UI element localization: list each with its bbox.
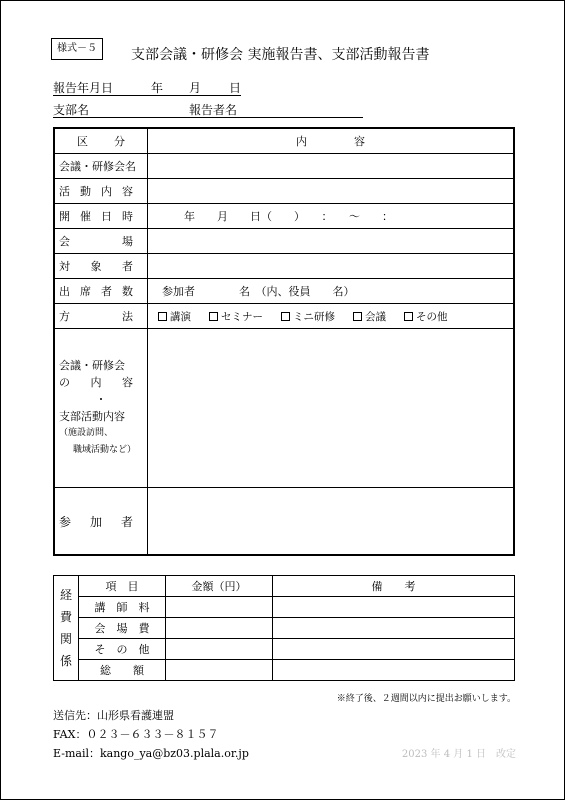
expenses-group-label [54, 576, 79, 681]
detail-field[interactable] [148, 329, 515, 488]
detail-label-note: （施設訪問、 [59, 428, 114, 438]
participants-label-char: 参 [59, 514, 72, 529]
report-month-label: 月 [189, 81, 202, 95]
table-row [54, 304, 514, 329]
datetime-label-char: 開 [59, 210, 70, 223]
method-option-lecture[interactable] [158, 311, 191, 323]
table-header-row [54, 128, 514, 154]
activity-label-char: 動 [80, 185, 91, 198]
method-option-other[interactable] [404, 311, 448, 323]
checkbox-icon[interactable] [158, 312, 167, 321]
detail-label-line: 支部活動内容 [59, 410, 125, 423]
datetime-label-cell [54, 204, 148, 229]
branch-reporter-underline [53, 117, 363, 118]
expense-amount-field[interactable] [166, 618, 273, 639]
table-row [54, 597, 515, 618]
participants-label-char: 加 [89, 514, 102, 529]
expenses-header-row [54, 576, 515, 597]
checkbox-icon[interactable] [281, 312, 290, 321]
expense-amount-field[interactable] [166, 660, 273, 681]
detail-label-char: 容 [122, 376, 133, 389]
checkbox-icon[interactable] [353, 312, 362, 321]
attendance-label-cell [54, 279, 148, 304]
attendance-field[interactable]: 参加者 名 （内、役員 名） [148, 279, 515, 304]
participants-field[interactable] [148, 488, 515, 556]
expense-item-label: 講 師 料 [79, 597, 166, 618]
method-option-meeting[interactable] [353, 311, 386, 323]
header-category-char: 分 [114, 135, 125, 148]
participants-label-cell [54, 488, 148, 556]
table-row [54, 229, 514, 254]
report-date-underline [53, 95, 241, 96]
method-label-cell [54, 304, 148, 329]
expenses-table [53, 575, 515, 681]
checkbox-icon[interactable] [209, 312, 218, 321]
datetime-label-char: 日 [101, 210, 112, 223]
option-label: セミナー [221, 310, 263, 323]
detail-label-line: 会議・研修会 [59, 359, 125, 372]
method-label-char: 方 [59, 310, 70, 323]
table-row [54, 660, 515, 681]
expenses-col-amount: 金額（円） [166, 576, 273, 597]
target-label-char: 対 [59, 260, 70, 273]
datetime-label-char: 時 [122, 210, 133, 223]
expense-remarks-field[interactable] [273, 660, 515, 681]
report-main-table [53, 127, 515, 556]
venue-label-char: 場 [122, 235, 133, 248]
attendance-label-char: 数 [122, 285, 133, 298]
table-row [54, 204, 514, 229]
expense-remarks-field[interactable] [273, 597, 515, 618]
target-label-char: 象 [90, 260, 102, 273]
detail-label-note: 職域活動など） [73, 445, 137, 455]
attendance-label-char: 者 [101, 285, 112, 298]
venue-label-cell [54, 229, 148, 254]
activity-field[interactable] [148, 179, 515, 204]
header-content-char: 容 [354, 135, 365, 148]
report-year-label: 年 [151, 81, 164, 95]
email-address-text: E-mail：kango_ya@bz03.plala.or.jp [53, 747, 249, 760]
expenses-group-char: 費 [59, 610, 72, 624]
revision-date-text: 2023 年 4 月 1 日 改定 [401, 749, 516, 760]
participants-label-char: 者 [120, 514, 133, 529]
expense-item-label: 総 額 [79, 660, 166, 681]
form-title: 支部会議・研修会 実施報告書、支部活動報告書 [131, 47, 430, 63]
activity-label-cell [54, 179, 148, 204]
detail-label-cell [54, 329, 148, 488]
detail-label-dot: ・ [95, 393, 107, 406]
report-date-label: 報告年月日 [53, 81, 114, 95]
expenses-col-item: 項 目 [79, 576, 166, 597]
expense-item-label: 会 場 費 [79, 618, 166, 639]
expense-remarks-field[interactable] [273, 639, 515, 660]
header-content-cell [148, 128, 515, 154]
target-label-cell [54, 254, 148, 279]
method-label-char: 法 [122, 310, 133, 323]
table-row [54, 618, 515, 639]
deadline-note: ※終了後、２週間以内に提出お願いします。 [336, 694, 516, 704]
table-row [54, 179, 514, 204]
detail-label-char: の [59, 376, 70, 389]
checkbox-icon[interactable] [404, 312, 413, 321]
method-option-mini-training[interactable] [281, 311, 335, 323]
branch-name-label: 支部名 [53, 103, 90, 117]
option-label: 会議 [365, 310, 386, 323]
header-category-char: 区 [77, 135, 88, 148]
option-label: その他 [416, 310, 448, 323]
attendance-label-char: 出 [59, 285, 70, 298]
datetime-field[interactable]: 年 月 日（ ） ： ～ ： [148, 204, 515, 229]
expense-remarks-field[interactable] [273, 618, 515, 639]
target-label-char: 者 [122, 260, 133, 273]
venue-label-char: 会 [59, 235, 70, 248]
expense-amount-field[interactable] [166, 597, 273, 618]
method-options-cell [148, 304, 515, 329]
table-row [54, 488, 514, 556]
datetime-label-char: 催 [80, 210, 91, 223]
table-row [54, 154, 514, 179]
meeting-name-label: 会議・研修会名 [54, 154, 148, 179]
option-label: ミニ研修 [293, 310, 335, 323]
target-field[interactable] [148, 254, 515, 279]
detail-label-char: 内 [90, 376, 102, 389]
option-label: 講演 [170, 310, 191, 323]
meeting-name-field[interactable] [148, 154, 515, 179]
expenses-col-remarks: 備 考 [273, 576, 515, 597]
reporter-name-label: 報告者名 [189, 103, 238, 117]
form-number-box: 様式－５ [51, 38, 103, 60]
table-row [54, 329, 514, 488]
expenses-group-char: 関 [59, 632, 72, 646]
expense-amount-field[interactable] [166, 639, 273, 660]
expense-item-label: そ の 他 [79, 639, 166, 660]
activity-label-char: 容 [122, 185, 133, 198]
send-to-text: 送信先：山形県看護連盟 [53, 709, 174, 722]
activity-label-char: 活 [59, 185, 70, 198]
table-row [54, 254, 514, 279]
venue-field[interactable] [148, 229, 515, 254]
expenses-group-char: 経 [59, 588, 72, 602]
report-day-label: 日 [229, 81, 242, 95]
table-row [54, 639, 515, 660]
activity-label-char: 内 [101, 185, 112, 198]
header-content-char: 内 [296, 135, 307, 148]
header-category-cell [54, 128, 148, 154]
table-row [54, 279, 514, 304]
expenses-group-char: 係 [59, 654, 72, 668]
method-option-seminar[interactable] [209, 311, 263, 323]
fax-number-text: FAX：０２３－６３３－８１５７ [53, 728, 219, 741]
attendance-label-char: 席 [80, 285, 91, 298]
